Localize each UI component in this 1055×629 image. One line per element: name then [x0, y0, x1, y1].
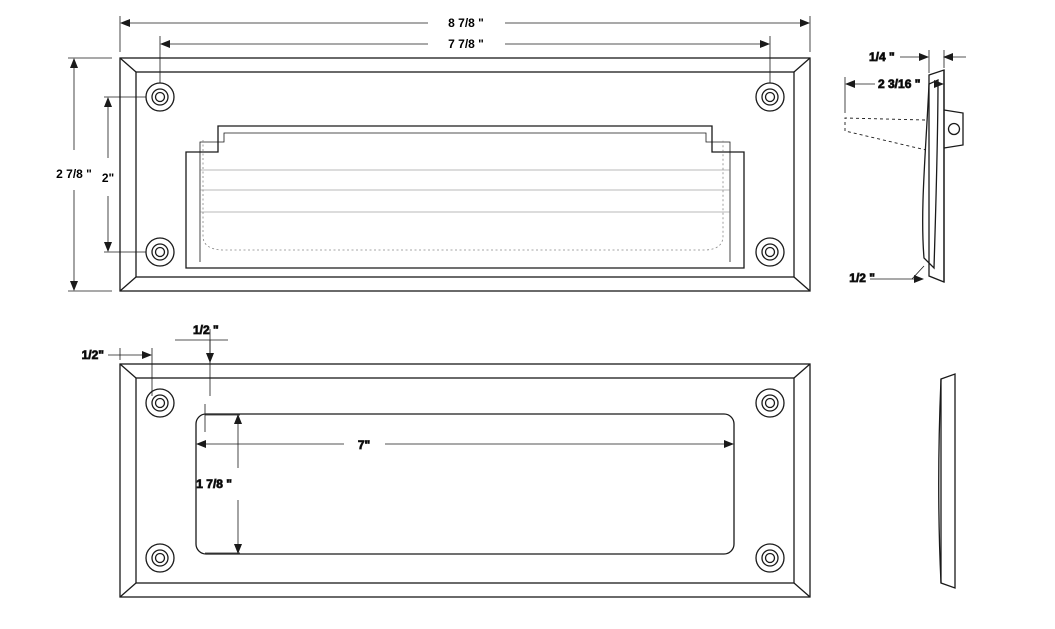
- dim-edge-margin-top-label: 1/2 ": [193, 323, 219, 337]
- dim-flap-offset-lines: [849, 266, 924, 285]
- dim-flap-offset-label: 1/2 ": [849, 271, 875, 285]
- rear-view-opening: [196, 414, 734, 554]
- dim-opening-height-lines: [196, 404, 240, 553]
- front-view-flap: [186, 126, 744, 268]
- dim-screw-center-width-label: 7 7/8 ": [448, 37, 484, 51]
- dim-edge-margin-left-lines: [82, 348, 152, 396]
- dim-edge-margin-top-lines: [175, 323, 228, 396]
- side-view-plate: [845, 70, 963, 282]
- front-view-plate: [120, 58, 810, 291]
- dim-opening-height-label: 1 7/8 ": [196, 477, 232, 491]
- dim-overall-height-label: 2 7/8 ": [56, 167, 92, 181]
- edge-view-profile: [939, 374, 955, 588]
- dim-edge-margin-left-label: 1/2": [81, 348, 104, 362]
- dim-plate-thickness-label: 1/4 ": [869, 50, 895, 64]
- dim-screw-center-height-label: 2": [101, 171, 115, 185]
- dim-flap-projection-label: 2 3/16 ": [878, 77, 921, 91]
- dim-overall-width-label: 8 7/8 ": [448, 16, 484, 30]
- front-view-screw-holes: [146, 83, 784, 266]
- dim-opening-width-label: 7": [357, 438, 371, 452]
- dim-plate-thickness-lines: [869, 50, 966, 73]
- dim-opening-width-lines: [197, 438, 733, 452]
- rear-view-screw-holes: [146, 389, 784, 572]
